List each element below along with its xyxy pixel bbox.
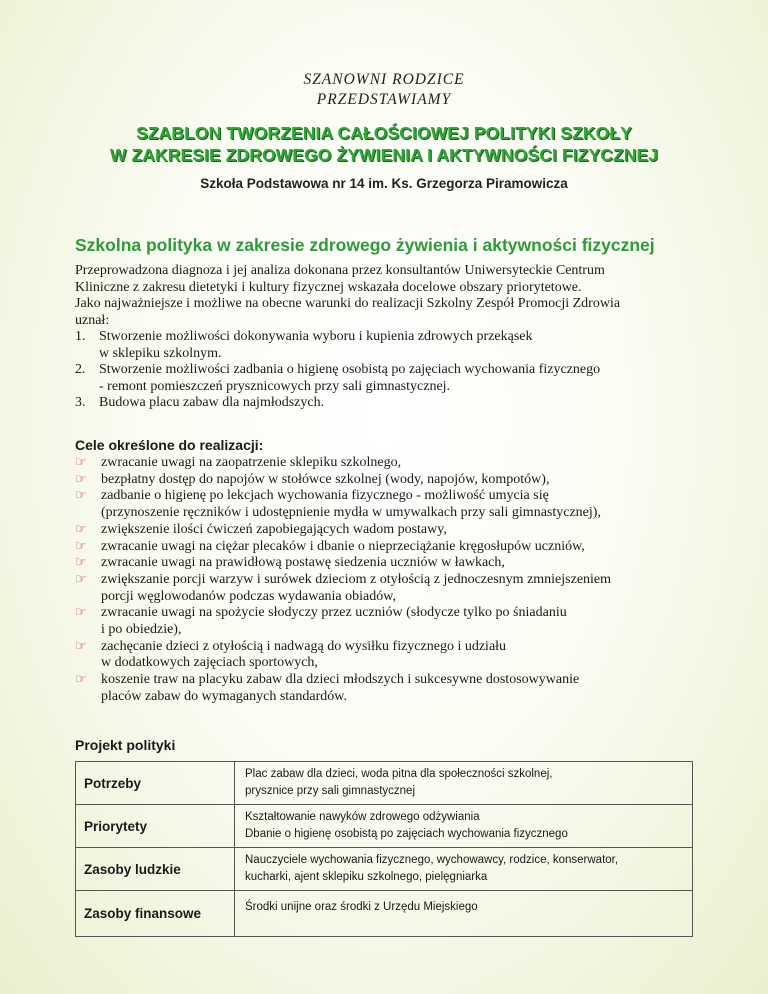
pointing-hand-icon: ☞	[75, 555, 87, 571]
item-number: 1.	[75, 329, 86, 344]
paragraph-line: Jako najważniejsze i możliwe na obecne warunki do realizacji Szkolny Zespół Promocji Zdrowia	[75, 296, 621, 311]
pointing-hand-icon: ☞	[75, 538, 87, 554]
policy-table	[75, 761, 693, 937]
goal-line: placów zabaw do wymaganych standardów.	[101, 688, 347, 704]
item-line: Stworzenie możliwości zadbania o higienę osobistą po zajęciach wychowania fizycznego	[99, 362, 601, 377]
goal-item	[75, 672, 715, 705]
item-line: Budowa placu zabaw dla najmłodszych.	[99, 395, 325, 410]
table-key: Zasoby ludzkie	[76, 848, 235, 891]
item-line: - remont pomieszczeń prysznicowych przy sali gimnastycznej.	[99, 378, 451, 394]
table-key: Zasoby finansowe	[76, 891, 235, 937]
goal-item	[75, 472, 715, 489]
goal-line: zachęcanie dzieci z otyłością i nadwagą do wysiłku fizycznego i udziału	[101, 638, 507, 654]
goal-item	[75, 555, 715, 572]
goals-title: Cele określone do realizacji:	[75, 437, 264, 453]
table-value-line: prysznice przy sali gimnastycznej	[245, 785, 416, 797]
goal-line: (przynoszenie ręczników i udostępnienie mydła w umywalkach przy sali gimnastycznej),	[101, 505, 601, 521]
table-row	[76, 891, 693, 937]
goal-item	[75, 639, 715, 672]
goal-line: zwracanie uwagi na ciężar plecaków i dbanie o nieprzeciążanie kręgosłupów uczniów,	[101, 538, 585, 554]
goal-line: zwracanie uwagi na spożycie słodyczy przez uczniów (słodycze tylko po śniadaniu	[101, 605, 567, 621]
goal-item	[75, 455, 715, 472]
goal-line: zadbanie o higienę po lekcjach wychowania fizycznego - możliwość umycia się	[101, 488, 549, 504]
school-name: Szkoła Podstawowa nr 14 im. Ks. Grzegorza Piramowicza	[200, 176, 568, 191]
goal-item	[75, 539, 715, 556]
table-value	[235, 891, 693, 937]
pointing-hand-icon: ☞	[75, 455, 87, 470]
table-value	[235, 805, 693, 848]
project-title: Projekt polityki	[75, 737, 176, 753]
paragraph-line: Przeprowadzona diagnoza i jej analiza dokonana przez konsultantów Uniwersyteckie Centrum	[75, 263, 605, 278]
table-value-line: Dbanie o higienę osobistą po zajęciach wychowania fizycznego	[245, 828, 568, 840]
table-row	[76, 762, 693, 805]
paragraph-line: Kliniczne z zakresu dietetyki i kultury fizycznej wskazała docelowe obszary priorytetowe.	[75, 279, 582, 295]
priority-list	[75, 329, 715, 412]
pointing-hand-icon: ☞	[75, 488, 87, 504]
goal-line: zwracanie uwagi na zaopatrzenie sklepiku szkolnego,	[101, 455, 402, 470]
table-value-line: Nauczyciele wychowania fizycznego, wychowawcy, rodzice, konserwator,	[245, 854, 619, 866]
pointing-hand-icon: ☞	[75, 571, 87, 587]
paragraph-line: uznał:	[75, 312, 110, 328]
table-value-line: Środki unijne oraz środki z Urzędu Miejskiego	[245, 901, 478, 913]
pointing-hand-icon: ☞	[75, 605, 87, 621]
priority-item	[75, 329, 715, 362]
intro-heading	[0, 70, 768, 110]
table-value-line: Plac zabaw dla dzieci, woda pitna dla społeczności szkolnej,	[245, 768, 553, 780]
pointing-hand-icon: ☞	[75, 672, 87, 688]
goal-line: w dodatkowych zajęciach sportowych,	[101, 655, 318, 671]
item-number: 2.	[75, 362, 86, 377]
table-key: Priorytety	[76, 805, 235, 848]
item-line: Stworzenie możliwości dokonywania wyboru i kupienia zdrowych przekąsek	[99, 329, 533, 344]
document-title-line-2: W ZAKRESIE ZDROWEGO ŻYWIENIA I AKTYWNOŚCI FIZYCZNEJ	[109, 145, 659, 165]
table-value-line: kucharki, ajent sklepiku szkolnego, pielęgniarka	[245, 871, 488, 883]
document-title-line-1: SZABLON TWORZENIA CAŁOŚCIOWEJ POLITYKI SZKOŁY	[136, 123, 632, 143]
goal-item	[75, 572, 715, 605]
pointing-hand-icon: ☞	[75, 471, 87, 487]
goal-line: zwracanie uwagi na prawidłową postawę siedzenia uczniów w ławkach,	[101, 555, 505, 571]
intro-line-1: SZANOWNI RODZICE	[303, 71, 465, 88]
goal-item	[75, 488, 715, 521]
table-value	[235, 848, 693, 891]
goal-item	[75, 605, 715, 638]
goal-line: zwiększenie ilości ćwiczeń zapobiegających wadom postawy,	[101, 521, 447, 537]
table-row	[76, 805, 693, 848]
goals-list	[75, 455, 715, 706]
item-line: w sklepiku szkolnym.	[99, 345, 222, 361]
goal-line: koszenie traw na placyku zabaw dla dzieci młodszych i sukcesywne dostosowywanie	[101, 672, 580, 688]
goal-item	[75, 522, 715, 539]
goal-line: porcji węglowodanów podczas wydawania obiadów,	[101, 588, 396, 604]
document-title	[0, 122, 768, 166]
goal-line: bezpłatny dostęp do napojów w stołówce szkolnej (wody, napojów, kompotów),	[101, 471, 550, 487]
intro-line-2: PRZEDSTAWIAMY	[316, 91, 452, 108]
pointing-hand-icon: ☞	[75, 521, 87, 537]
table-value	[235, 762, 693, 805]
table-value-line: Kształtowanie nawyków zdrowego odżywiania	[245, 811, 480, 823]
diagnosis-section	[75, 263, 715, 412]
table-row	[76, 848, 693, 891]
table-key: Potrzeby	[76, 762, 235, 805]
section-title: Szkolna polityka w zakresie zdrowego żywienia i aktywności fizycznej	[75, 235, 655, 255]
pointing-hand-icon: ☞	[75, 638, 87, 654]
priority-item	[75, 395, 715, 412]
goal-line: i po obiedzie),	[101, 622, 182, 638]
priority-item	[75, 362, 715, 395]
item-number: 3.	[75, 395, 86, 410]
goal-line: zwiększanie porcji warzyw i surówek dzieciom z otyłością z jednoczesnym zmniejszeniem	[101, 571, 612, 587]
